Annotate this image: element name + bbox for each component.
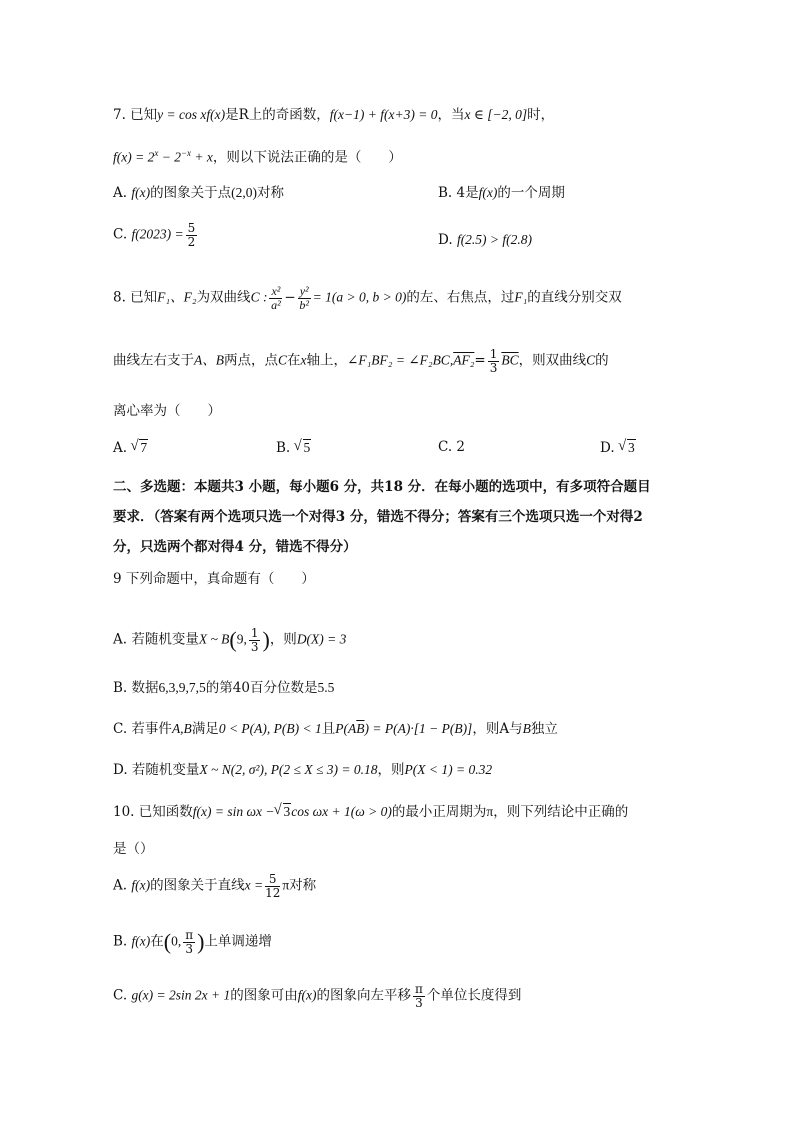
q8-vector-bc: $\overline{BC}$ [501,352,519,368]
q10-option-b[interactable] [113,929,272,955]
sqrt-radicand: 5 [303,440,311,455]
q9-option-a[interactable] [113,627,346,653]
option-math: f(x) [131,877,151,893]
option-label: C. [113,226,128,243]
q7-math-f: f(x) = 2 [113,149,155,165]
q7-sup: x [154,148,159,158]
option-math: g(x) = 2sin 2x + 1 [131,987,231,1003]
q8-option-c[interactable] [438,441,465,455]
option-label: A. [113,440,128,456]
q9-option-d[interactable] [113,763,492,778]
q8-vector-af2: AF₂ [453,352,475,368]
fraction-denominator: 12 [265,885,281,900]
q8-text: 轴上， [306,352,348,369]
q10-math: f(x) = sin ωx − [192,804,275,819]
fraction-denominator: 3 [415,995,423,1010]
sqrt [131,441,148,455]
option-math: f(x) [297,987,317,1003]
option-math: B [522,721,531,736]
option-text: 的图象可由 [230,987,298,1004]
option-math: 0 < P(A), P(B) < 1 [218,721,322,736]
q8-math: − [284,289,296,306]
fraction [186,222,198,248]
option-label: B. 4是 [438,185,479,201]
q8-math: C [586,352,596,368]
fraction [265,873,280,899]
fraction-denominator: 3 [489,360,498,375]
q10-option-c[interactable] [113,983,521,1009]
fraction-denominator: b² [299,297,309,312]
option-text: ，则 [269,631,297,648]
fraction [269,285,282,311]
option-math: 5.5 [317,680,335,695]
option-math: 6,3,9,7,5 [158,680,206,695]
q10-stem-line2: 是（） [113,841,154,857]
option-math: f(x) [131,933,151,949]
q8-math: ∠F₁BF₂ = ∠F₂BC, [347,352,454,368]
q7-sup: −x [180,148,192,158]
option-math: π [282,877,290,893]
paren-left: ( [163,929,172,955]
option-math: f(x) [478,185,498,200]
q8-math: A、B [194,352,224,368]
option-math: 0, [171,933,182,949]
q7-option-c[interactable] [113,222,199,248]
q8-number: 8. 已知 [113,289,158,306]
option-text: ，则A与 [472,721,523,737]
option-math: x = [244,877,264,893]
q7-stem-line2 [113,149,402,165]
q8-math: C [278,352,288,368]
q7-stem-line1 [113,108,554,123]
option-label: C. [113,987,128,1004]
option-label: B. 数据 [113,680,159,696]
option-text: ，则 [377,762,405,778]
sqrt [275,805,292,819]
paren-right: ) [197,929,205,955]
option-text: 对称 [256,185,284,201]
q10-stem-line1 [113,805,628,820]
fraction-numerator: x² [271,284,281,298]
option-label: C. 若事件 [113,721,172,737]
option-text: 对称 [289,877,317,894]
q7-option-b[interactable] [438,186,565,201]
q8-stem-line3: 离心率为（ ） [113,403,221,419]
q10-math: π [486,804,494,819]
fraction-numerator: 5 [187,221,196,235]
fraction [488,348,500,374]
sqrt-radicand: 3 [283,804,291,819]
q10-number: 10. 已知函数 [113,804,193,820]
q7-math-interval: x ∈ [−2, 0] [464,107,528,122]
section2-heading-line1: 二、多选题：本题共3 小题，每小题6 分，共18 分．在每小题的选项中，有多项符合题目 [113,479,651,495]
fraction [298,285,311,311]
sqrt [619,441,636,455]
option-text: 的图象关于点 [150,185,232,201]
option-math: X ~ B [198,631,230,647]
q8-text: 在 [287,352,301,369]
option-math: (2,0) [231,185,257,200]
q7-text: 是R上的奇函数， [225,107,330,123]
q8-math: = [474,352,486,369]
q8-stem-line2 [113,348,609,374]
fraction-numerator: π [185,928,194,942]
q8-math: F₁、F₂ [157,289,197,305]
q8-option-a[interactable] [113,441,148,456]
fraction-numerator: 1 [489,347,498,361]
q8-text: 为双曲线 [196,289,251,306]
option-text: 的一个周期 [497,185,565,201]
option-text: 的第40百分位数是 [205,680,318,696]
fraction-numerator: π [415,982,423,996]
option-text: 个单位长度得到 [426,987,522,1004]
option-text: 且 [321,721,336,737]
fraction-denominator: 2 [187,234,196,249]
paren-left: ( [229,627,237,653]
q7-text: 时， [527,107,555,123]
option-text: 在 [150,933,164,950]
option-math: f(2023) = [131,226,184,242]
q8-math: F₁ [514,289,528,305]
q7-text: ，则以下说法正确的是（ ） [212,149,402,166]
q8-text: 两点，点 [224,352,278,369]
option-label: C. 2 [438,439,466,455]
fraction-denominator: 3 [250,639,259,654]
q10-math: cos ωx + 1(ω > 0) [291,804,392,819]
sqrt-radicand: 3 [627,440,635,455]
q8-text: 的左、右焦点，过 [406,289,515,306]
fraction [413,983,425,1009]
option-math: P(A [335,721,357,736]
option-label: A. 若随机变量 [113,631,199,648]
option-text: 上单调递增 [204,933,272,950]
q7-option-a[interactable] [113,186,284,201]
q7-option-d[interactable] [438,233,532,248]
option-math: D(X) = 3 [296,631,347,647]
fraction-numerator: y² [299,284,309,298]
q8-option-d[interactable] [600,441,636,456]
q10-option-a[interactable] [113,873,316,899]
paren-right: ) [262,627,270,653]
q8-option-b[interactable] [276,441,311,456]
option-label: D. [600,440,615,456]
q8-math: = 1(a > 0, b > 0) [312,289,407,305]
option-math: P(X < 1) = 0.32 [404,762,493,777]
q8-text: ，则双曲线 [518,352,587,369]
q7-math-cond: f(x−1) + f(x+3) = 0 [329,107,438,122]
q9-stem: 9 下列命题中，真命题有（ ） [113,571,315,587]
option-text: 独立 [530,721,558,737]
q10-text: ，则下列结论中正确的 [493,804,629,820]
sqrt [295,441,312,455]
q8-math: x [300,352,307,368]
option-label: D. [438,232,453,248]
q9-option-c[interactable] [113,722,558,737]
option-math: X ~ N(2, σ²), P(2 ≤ X ≤ 3) = 0.18 [199,762,378,777]
q7-math-f: − 2 [158,149,181,165]
option-math: A,B [171,721,192,736]
section2-heading-line3: 分，只选两个都对得4 分，错选不得分） [113,539,357,555]
q7-math-f: + x [191,149,213,165]
option-text: 的图象向左平移 [316,987,411,1004]
option-text: 的图象关于直线 [150,877,245,894]
option-math: f(x) [131,185,151,200]
option-math: 9, [236,631,247,647]
option-label: A. [113,185,128,201]
fraction [183,929,195,955]
q10-text: 的最小正周期为 [391,804,487,820]
q8-text: 的 [595,352,609,369]
q8-math: C : [250,289,268,305]
fraction-numerator: 1 [250,626,259,640]
q7-math-y: y = cos xf(x) [157,107,226,122]
fraction-numerator: 5 [265,873,280,887]
section2-heading-line2: 要求．（答案有两个选项只选一个对得3 分，错选不得分；答案有三个选项只选一个对得2 [113,509,643,525]
q7-number: 7. 已知 [113,107,158,123]
option-math: f(2.5) > f(2.8) [456,232,533,247]
q9-option-b[interactable] [113,681,334,696]
fraction-denominator: 3 [185,941,193,956]
option-math: ) = P(A)·[1 − P(B)] [364,721,473,736]
option-text: 满足 [191,721,219,737]
q7-text: ，当 [437,107,465,123]
option-label: D. 若随机变量 [113,762,200,778]
fraction-denominator: a² [271,297,281,312]
option-label: B. [276,440,291,456]
option-label: A. [113,877,128,894]
fraction [249,627,261,653]
sqrt-radicand: 7 [140,440,148,455]
q8-stem-line1 [113,285,622,311]
option-math-complement: $\overline{B}$ [356,721,365,736]
q8-text: 的直线分别交双 [527,289,622,306]
option-label: B. [113,933,128,950]
q8-text: 曲线左右支于 [113,352,194,369]
